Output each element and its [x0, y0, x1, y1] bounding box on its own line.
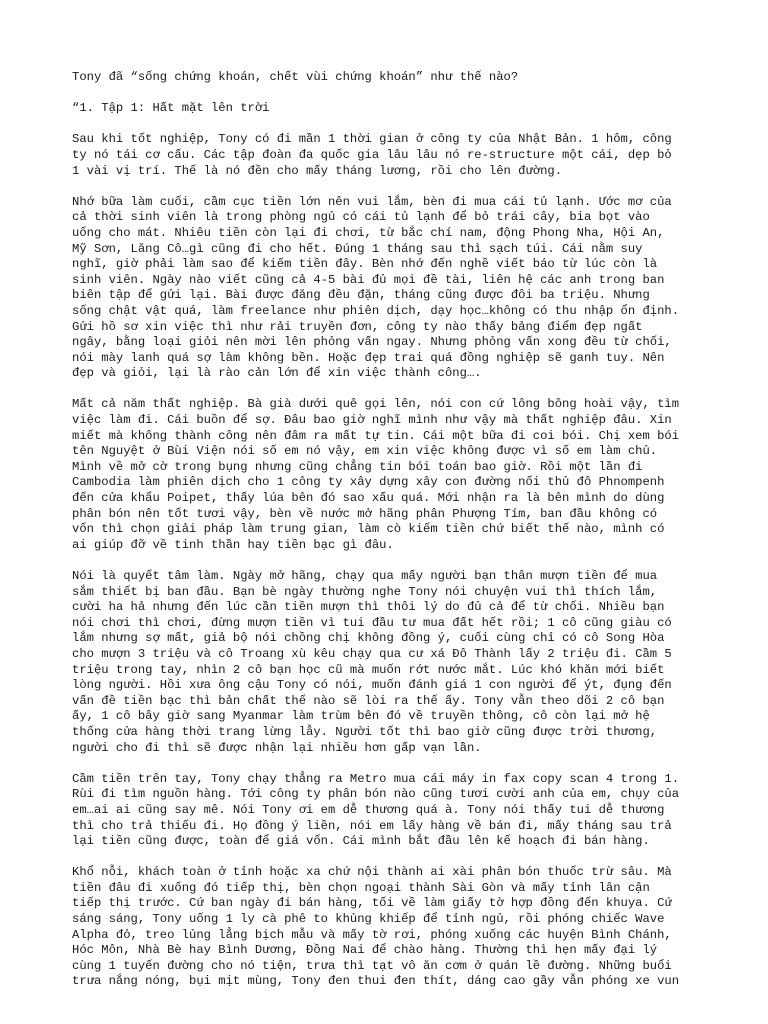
text-line: nói mày lanh quá sợ làm không bền. Hoặc đẹp trai quá đồng nghiệp sẽ ganh tuy. Nên: [72, 350, 665, 365]
text-line: cùng 1 tuyến đường cho nó tiện, trưa thì tạt vô ăn cơm ở quán lề đường. Những buổi: [72, 958, 672, 973]
text-line: 1 vài vị trí. Thế là nó đền cho mấy tháng lương, rồi cho lên đường.: [72, 163, 563, 178]
text-line: vấn đề tiền bạc thì bản chất thế nào sẽ lòi ra thế ấy. Tony vẫn theo dõi 2 cô bạn: [72, 693, 665, 708]
document-subtitle-block: [72, 101, 702, 117]
text-line: sống chật vật quá, làm freelance như phiên dịch, dạy học…không có thu nhập ổn định.: [72, 303, 680, 318]
text-line: ngây, bằng loại giỏi nên mời lên phỏng vấn ngay. Nhưng phỏng vấn xong đều từ chối,: [72, 335, 672, 350]
document-title: Tony đã “sống chứng khoán, chết vùi chứng khoán” như thế nào?: [72, 70, 519, 84]
text-line: tiếp thị trước. Cứ ban ngày đi bán hàng, tối về làm giấy tờ hợp đồng đến khuya. Cứ: [72, 896, 672, 911]
text-line: Gửi hồ sơ xin việc thì như rải truyền đơn, công ty nào thấy bảng điểm đẹp ngất: [72, 319, 643, 334]
paragraph: [72, 569, 702, 756]
text-line: phân bón nên tốt tươi vậy, bèn về nước mở hãng phân Phượng Tím, ban đầu không có: [72, 506, 658, 521]
text-line: lại tiền cũng được, toàn để giá vốn. Cái mình bắt đầu lên kế hoạch đi bán hàng.: [72, 834, 650, 849]
paragraph: [72, 132, 702, 179]
text-line: đến cửa khẩu Poipet, thấy lúa bên đó sao xấu quá. Mới nhận ra là bên mình do dùng: [72, 491, 665, 506]
text-line: việc làm đi. Cái buồn để sợ. Đâu bao giờ nghĩ mình như vậy mà thất nghiệp đâu. Xin: [72, 413, 672, 428]
text-line: Mỹ Sơn, Lăng Cô…gì cũng đi cho hết. Đúng 1 tháng sau thì sạch túi. Cái nằm suy: [72, 241, 643, 256]
text-line: sinh viên. Ngày nào viết cũng cả 4-5 bài đủ mọi đề tài, liên hệ các anh trong ban: [72, 272, 665, 287]
text-line: sắm thiết bị ban đầu. Bạn bè ngày thường nghe Tony nói chuyện vui thì thích lắm,: [72, 584, 658, 599]
text-line: sáng sáng, Tony uống 1 ly cà phê to khủng khiếp để tỉnh ngủ, rồi phóng chiếc Wave: [72, 912, 665, 927]
text-line: Mình về mở cờ trong bụng nhưng cũng chẳng tin bói toán bao giờ. Rồi một lần đi: [72, 459, 643, 474]
text-line: cả thời sinh viên là trong phòng ngủ có cái tủ lạnh để bỏ trái cây, bia bọt vào: [72, 210, 650, 225]
text-line: lòng người. Hồi xưa ông cậu Tony có nói, muốn đánh giá 1 con người để ýt, đụng đến: [72, 678, 672, 693]
text-line: nói chơi thì chơi, đừng mượn tiền vì tui đầu tư mua đất hết rồi; 1 cô cũng giàu có: [72, 615, 672, 630]
text-line: đẹp và giỏi, lại là rào cản lớn để xin việc thành công….: [72, 366, 482, 381]
text-line: ấy, 1 cô bây giờ sang Myanmar làm trùm bên đó về truyền thông, cô còn lại mở hệ: [72, 709, 650, 724]
text-line: thì cho trả thiếu đi. Họ đồng ý liền, nói em lấy hàng về bán đi, mấy tháng sau trả: [72, 818, 672, 833]
text-line: Nhớ bữa làm cuối, cầm cục tiền lớn nên vui lắm, bèn đi mua cái tủ lạnh. Ước mơ của: [72, 194, 672, 209]
paragraph: [72, 865, 702, 990]
text-line: Sau khi tốt nghiệp, Tony có đi mần 1 thời gian ở công ty của Nhật Bản. 1 hôm, công: [72, 132, 672, 147]
text-line: Cambodia làm phiên dịch cho 1 công ty xây dựng xây con đường nối thủ đô Phnompenh: [72, 475, 665, 490]
text-line: Hóc Môn, Nhà Bè hay Bình Dương, Đồng Nai để chào hàng. Thường thì hẹn mấy đại lý: [72, 943, 658, 958]
text-line: ty nó tái cơ cấu. Các tập đoàn đa quốc gia lâu lâu nó re-structure một cái, dẹp bỏ: [72, 147, 672, 162]
document-page: [72, 70, 702, 1006]
text-line: Rùi đi tìm nguồn hàng. Tới công ty phân bón nào cũng tươi cười anh của em, chụy của: [72, 787, 680, 802]
text-line: Nói là quyết tâm làm. Ngày mở hãng, chạy qua mấy người bạn thân mượn tiền để mua: [72, 569, 658, 583]
text-line: trưa nắng nóng, bụi mịt mùng, Tony đen thui đen thít, dáng cao gầy vẫn phóng xe vun: [72, 974, 680, 989]
text-line: em…ai ai cũng say mê. Nói Tony ơi em dễ thương quá à. Tony nói thấy tui dễ thương: [72, 802, 665, 817]
text-line: thống cửa hàng thời trang lừng lẫy. Người tốt thì bao giờ cũng được trời thương,: [72, 724, 658, 739]
text-line: cười ha hả nhưng đến lúc cần tiền mượn thì thôi lý do đủ cả để từ chối. Nhiều bạn: [72, 600, 665, 615]
section-heading: “1. Tập 1: Hất mặt lên trời: [72, 101, 270, 116]
text-line: Cầm tiền trên tay, Tony chạy thẳng ra Metro mua cái máy in fax copy scan 4 trong 1.: [72, 771, 680, 786]
text-line: người cho đi thì sẽ được nhận lại nhiều hơn gấp vạn lần.: [72, 740, 482, 755]
document-title-block: [72, 70, 702, 86]
text-line: cho mượn 3 triệu và cô Troang xù kêu chạy qua cư xá Đô Thành lấy 2 triệu đi. Cầm 5: [72, 646, 672, 661]
text-line: tên Nguyệt ở Bùi Viện nói số em nó vậy, em xin việc không được vì số em làm chủ.: [72, 444, 658, 459]
text-line: lắm nhưng sợ mất, giả bộ nói chồng chị không đồng ý, cuối cùng chỉ có cô Song Hòa: [72, 631, 665, 646]
text-line: miết mà không thành công nên đâm ra mất tự tin. Cái một bữa đi coi bói. Chị xem bói: [72, 428, 680, 443]
text-line: ai giúp đỡ về tinh thần hay tiền bạc gì đâu.: [72, 537, 394, 552]
text-line: Khổ nỗi, khách toàn ở tỉnh hoặc xa chứ nội thành ai xài phân bón thuốc trừ sâu. Mà: [72, 865, 672, 880]
text-line: biên tập để gửi lại. Bài được đăng đều đặn, tháng cũng được đôi ba triệu. Nhưng: [72, 288, 650, 303]
paragraph: [72, 195, 702, 382]
paragraph: [72, 772, 702, 850]
text-line: uống cho mát. Nhiêu tiền còn lại đi chơi, từ bắc chí nam, động Phong Nha, Hội An,: [72, 225, 665, 240]
text-line: Mất cả năm thất nghiệp. Bà già dưới quê gọi lên, nói con cứ lông bông hoài vậy, tìm: [72, 397, 680, 412]
document-body: [72, 132, 702, 990]
text-line: triệu trong tay, nhìn 2 cô bạn học cũ mà muốn rớt nước mắt. Lúc khó khăn mới biết: [72, 662, 665, 677]
text-line: tiền đâu đi xuống đó tiếp thị, bèn chọn ngoại thành Sài Gòn và mấy tỉnh lân cận: [72, 880, 650, 895]
paragraph: [72, 397, 702, 553]
text-line: nghĩ, giờ phải làm sao để kiếm tiền đây. Bèn nhớ đến nghề viết báo từ lúc còn là: [72, 257, 658, 272]
text-line: vốn thì chọn giải pháp làm trung gian, làm cò kiếm tiền chứ biết thế nào, mình có: [72, 522, 665, 537]
text-line: Alpha đỏ, treo lủng lẳng bịch mẫu và mấy tờ rơi, phóng xuống các huyện Bình Chánh,: [72, 927, 672, 942]
